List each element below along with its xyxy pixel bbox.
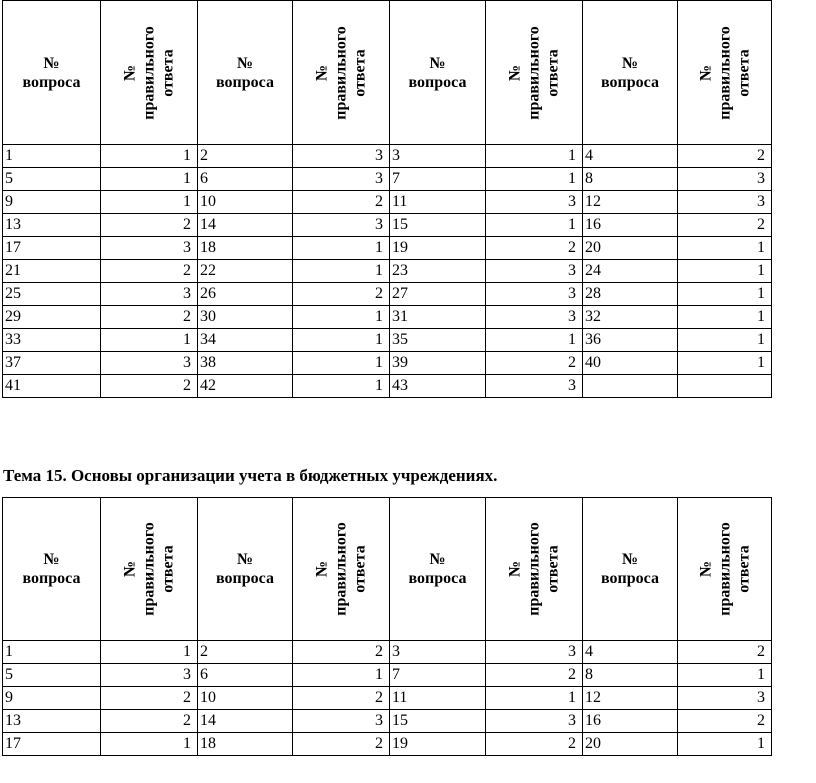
answer-number-cell: 2: [293, 283, 390, 306]
question-number-cell: 34: [198, 329, 293, 352]
answer-number-cell: 1: [101, 145, 198, 168]
question-number-cell: 3: [390, 145, 486, 168]
question-number-cell: 32: [583, 306, 678, 329]
answer-number-header: [293, 498, 390, 641]
answer-number-cell: 2: [486, 237, 583, 260]
answer-number-cell: 1: [678, 237, 772, 260]
answer-number-cell: 1: [101, 168, 198, 191]
question-number-cell: 31: [390, 306, 486, 329]
answer-number-cell: 3: [101, 352, 198, 375]
answer-number-cell: 3: [293, 710, 390, 733]
question-number-header: [583, 1, 678, 145]
question-number-cell: 14: [198, 214, 293, 237]
table-row: [3, 375, 772, 398]
table-row: [3, 260, 772, 283]
table-row: [3, 352, 772, 375]
answer-number-header: [486, 498, 583, 641]
question-number-cell: 11: [390, 191, 486, 214]
question-number-cell: 12: [583, 687, 678, 710]
question-number-header-text: № вопроса: [22, 551, 81, 587]
answer-number-cell: 2: [101, 687, 198, 710]
question-number-header: [390, 498, 486, 641]
question-number-cell: 8: [583, 168, 678, 191]
question-number-cell: 15: [390, 710, 486, 733]
question-number-cell: 41: [3, 375, 101, 398]
answer-number-cell: 3: [678, 168, 772, 191]
question-number-cell: 2: [198, 641, 293, 664]
answer-number-header-text: № правильного ответа: [313, 522, 369, 616]
table-row: [3, 733, 772, 756]
table-row: [3, 145, 772, 168]
answer-number-cell: 1: [486, 687, 583, 710]
answer-number-cell: 2: [101, 260, 198, 283]
question-number-cell: 10: [198, 687, 293, 710]
question-number-cell: 27: [390, 283, 486, 306]
answer-number-cell: 1: [101, 329, 198, 352]
answer-number-cell: 3: [101, 664, 198, 687]
table-row: [3, 283, 772, 306]
question-number-header-text: № вопроса: [216, 551, 274, 587]
answer-number-cell: 1: [293, 306, 390, 329]
question-number-cell: 9: [3, 687, 101, 710]
question-number-cell: 15: [390, 214, 486, 237]
answer-number-cell: 2: [678, 641, 772, 664]
answer-number-cell: 1: [293, 352, 390, 375]
answer-number-header: [678, 498, 772, 641]
question-number-cell: 7: [390, 664, 486, 687]
answer-number-cell: 3: [486, 260, 583, 283]
question-number-cell: 25: [3, 283, 101, 306]
question-number-cell: 26: [198, 283, 293, 306]
question-number-cell: 18: [198, 237, 293, 260]
question-number-cell: 39: [390, 352, 486, 375]
answer-number-cell: 3: [101, 283, 198, 306]
table-header-row: [3, 1, 772, 145]
table-row: [3, 237, 772, 260]
question-number-cell: 38: [198, 352, 293, 375]
answer-number-cell: 1: [678, 329, 772, 352]
question-number-cell: 11: [390, 687, 486, 710]
answer-number-cell: 3: [486, 375, 583, 398]
answer-number-cell: 2: [678, 214, 772, 237]
answer-number-cell: 2: [101, 306, 198, 329]
question-number-cell: 19: [390, 733, 486, 756]
table-row: [3, 687, 772, 710]
question-number-cell: 19: [390, 237, 486, 260]
question-number-cell: 21: [3, 260, 101, 283]
answer-number-cell: 1: [678, 664, 772, 687]
question-number-cell: 5: [3, 664, 101, 687]
question-number-header: [3, 1, 101, 145]
answer-number-cell: 1: [101, 191, 198, 214]
answer-number-cell: 1: [293, 260, 390, 283]
answer-number-cell: 2: [101, 214, 198, 237]
answer-number-cell: 2: [101, 375, 198, 398]
answer-number-cell: 3: [486, 191, 583, 214]
answer-number-cell: 1: [293, 375, 390, 398]
answers-table-2: [2, 497, 772, 756]
answer-number-cell: 1: [486, 168, 583, 191]
question-number-cell: 7: [390, 168, 486, 191]
question-number-cell: 17: [3, 733, 101, 756]
answer-number-cell: 3: [101, 237, 198, 260]
table-header-row: [3, 498, 772, 641]
question-number-cell: 13: [3, 214, 101, 237]
table-row: [3, 641, 772, 664]
question-number-cell: 33: [3, 329, 101, 352]
question-number-cell: 35: [390, 329, 486, 352]
answer-number-cell: 3: [293, 214, 390, 237]
question-number-cell: 29: [3, 306, 101, 329]
table-row: [3, 664, 772, 687]
answer-number-cell: 1: [678, 352, 772, 375]
answer-number-cell: 1: [678, 260, 772, 283]
answer-number-header: [101, 1, 198, 145]
question-number-cell: 42: [198, 375, 293, 398]
question-number-cell: 18: [198, 733, 293, 756]
question-number-cell: 30: [198, 306, 293, 329]
answer-number-cell: 2: [293, 733, 390, 756]
question-number-cell: 4: [583, 145, 678, 168]
answer-number-cell: 3: [486, 710, 583, 733]
answer-number-header-text: № правильного ответа: [121, 25, 177, 120]
section-title: Тема 15. Основы организации учета в бюджетных учреждениях.: [3, 466, 498, 485]
question-number-header-text: № вопроса: [22, 54, 81, 91]
answer-number-cell: 2: [293, 191, 390, 214]
answer-number-header: [678, 1, 772, 145]
answer-number-cell: 1: [293, 664, 390, 687]
question-number-cell: [583, 375, 678, 398]
answer-number-cell: 1: [678, 733, 772, 756]
answer-number-cell: 1: [101, 641, 198, 664]
question-number-cell: 9: [3, 191, 101, 214]
question-number-cell: 6: [198, 664, 293, 687]
question-number-header: [198, 1, 293, 145]
question-number-cell: 4: [583, 641, 678, 664]
answer-number-cell: 1: [293, 329, 390, 352]
question-number-header: [3, 498, 101, 641]
answer-number-cell: 2: [678, 145, 772, 168]
answer-number-cell: 2: [678, 710, 772, 733]
answer-number-header-text: № правильного ответа: [506, 25, 562, 120]
answer-number-cell: 3: [678, 687, 772, 710]
answer-number-cell: 2: [101, 710, 198, 733]
question-number-cell: 12: [583, 191, 678, 214]
table-row: [3, 306, 772, 329]
question-number-cell: 16: [583, 710, 678, 733]
question-number-cell: 13: [3, 710, 101, 733]
table-row: [3, 329, 772, 352]
question-number-cell: 20: [583, 237, 678, 260]
question-number-cell: 17: [3, 237, 101, 260]
answer-number-cell: 3: [293, 145, 390, 168]
question-number-header-text: № вопроса: [601, 551, 659, 587]
question-number-cell: 24: [583, 260, 678, 283]
question-number-cell: 28: [583, 283, 678, 306]
answer-number-cell: 1: [101, 733, 198, 756]
answer-number-header: [293, 1, 390, 145]
answer-number-header-text: № правильного ответа: [697, 25, 752, 120]
answer-number-cell: 2: [293, 641, 390, 664]
answer-number-cell: 1: [293, 237, 390, 260]
answer-number-cell: 1: [678, 283, 772, 306]
answers-table-1: [2, 0, 772, 398]
table-row: [3, 214, 772, 237]
table-body: [3, 145, 772, 398]
question-number-header: [583, 498, 678, 641]
question-number-cell: 22: [198, 260, 293, 283]
question-number-cell: 6: [198, 168, 293, 191]
table-row: [3, 191, 772, 214]
question-number-cell: 10: [198, 191, 293, 214]
answer-number-header-text: № правильного ответа: [121, 522, 177, 616]
question-number-cell: 23: [390, 260, 486, 283]
answer-number-cell: 1: [486, 329, 583, 352]
answer-number-cell: 1: [678, 306, 772, 329]
answer-number-cell: 2: [486, 664, 583, 687]
answer-number-cell: 3: [486, 306, 583, 329]
table-body: [3, 641, 772, 756]
question-number-cell: 43: [390, 375, 486, 398]
question-number-cell: 14: [198, 710, 293, 733]
question-number-cell: 5: [3, 168, 101, 191]
answer-number-cell: 1: [486, 214, 583, 237]
question-number-header: [198, 498, 293, 641]
question-number-cell: 3: [390, 641, 486, 664]
question-number-header-text: № вопроса: [216, 54, 274, 91]
answer-number-cell: 3: [678, 191, 772, 214]
question-number-cell: 1: [3, 641, 101, 664]
answer-number-header: [486, 1, 583, 145]
answer-number-cell: 3: [486, 641, 583, 664]
answer-number-cell: [678, 375, 772, 398]
table-row: [3, 168, 772, 191]
question-number-cell: 40: [583, 352, 678, 375]
answer-number-cell: 2: [486, 352, 583, 375]
question-number-header: [390, 1, 486, 145]
answer-number-cell: 1: [486, 145, 583, 168]
answer-number-cell: 3: [486, 283, 583, 306]
question-number-cell: 36: [583, 329, 678, 352]
question-number-cell: 16: [583, 214, 678, 237]
question-number-cell: 2: [198, 145, 293, 168]
question-number-header-text: № вопроса: [408, 54, 467, 91]
answer-number-header-text: № правильного ответа: [313, 25, 369, 120]
answer-number-cell: 2: [293, 687, 390, 710]
answer-number-cell: 2: [486, 733, 583, 756]
question-number-header-text: № вопроса: [601, 54, 659, 91]
table-row: [3, 710, 772, 733]
question-number-cell: 1: [3, 145, 101, 168]
answer-number-cell: 3: [293, 168, 390, 191]
question-number-cell: 37: [3, 352, 101, 375]
answer-number-header-text: № правильного ответа: [506, 522, 562, 616]
question-number-cell: 20: [583, 733, 678, 756]
question-number-header-text: № вопроса: [408, 551, 467, 587]
answer-number-header: [101, 498, 198, 641]
answer-number-header-text: № правильного ответа: [697, 522, 752, 616]
question-number-cell: 8: [583, 664, 678, 687]
